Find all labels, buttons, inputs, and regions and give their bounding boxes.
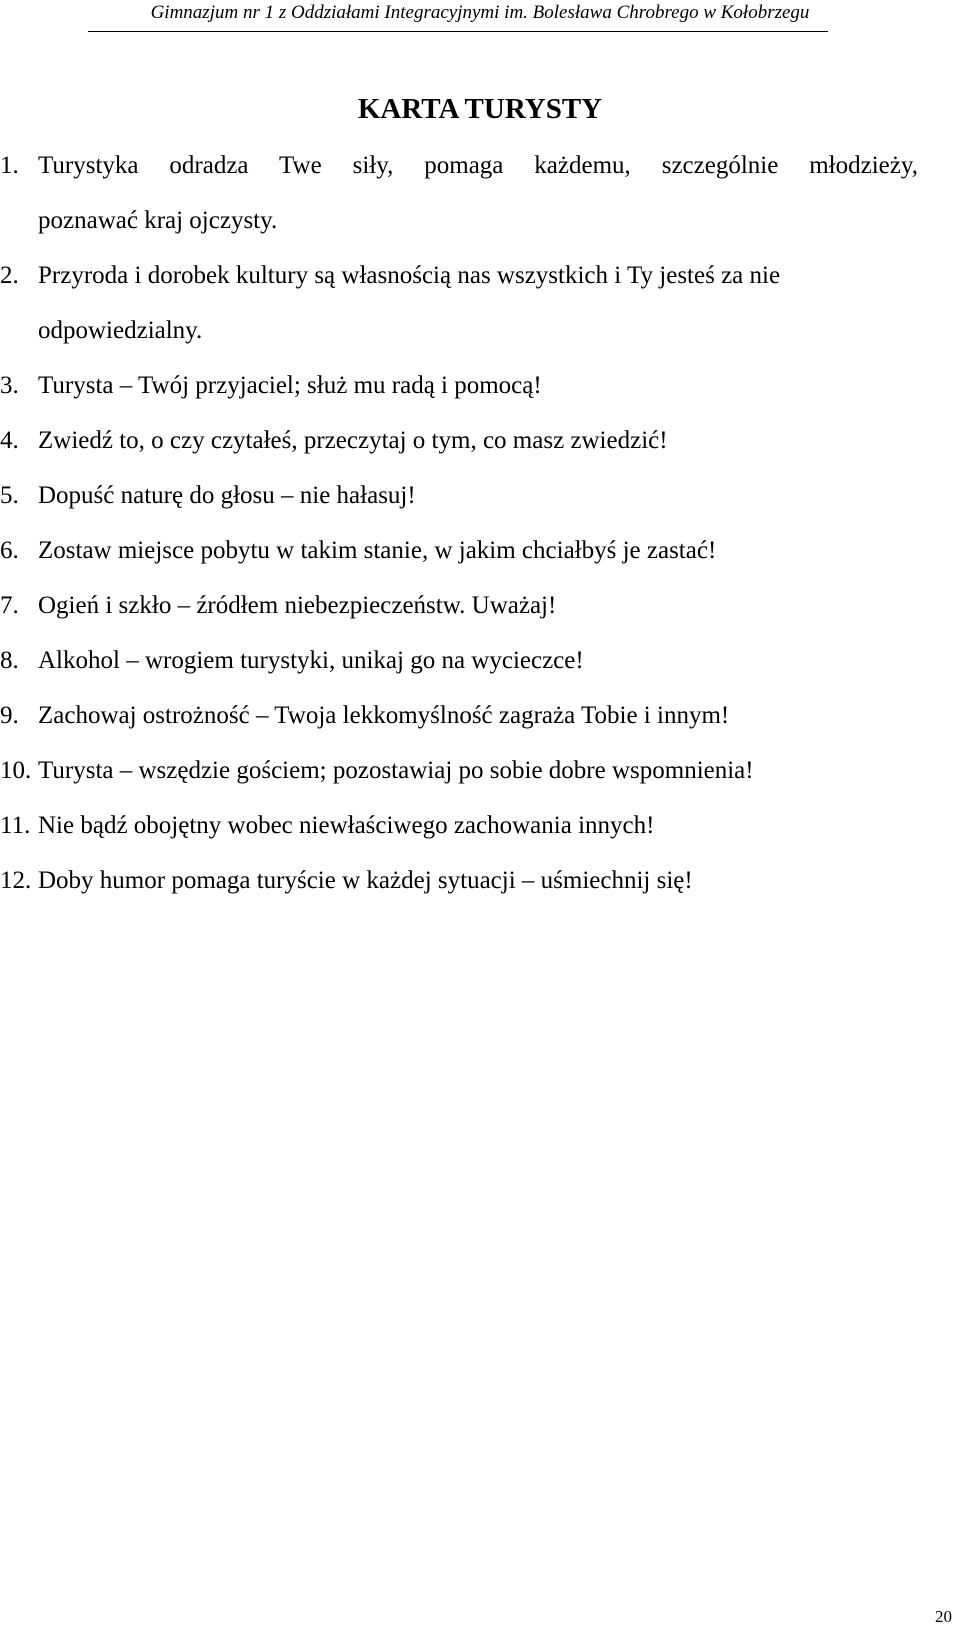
rule-text: Zostaw miejsce pobytu w takim stanie, w jakim chciałbyś je zastać!: [38, 537, 717, 564]
rule-number: 10.: [0, 757, 32, 784]
rule-text: Turysta – Twój przyjaciel; służ mu radą i pomocą!: [38, 372, 542, 399]
rule-item: [0, 798, 960, 853]
rule-item: [0, 523, 960, 578]
rule-text-continued: odpowiedzialny.: [38, 317, 203, 344]
rules-list: [0, 138, 960, 908]
document-title: KARTA TURYSTY: [357, 93, 603, 125]
rule-text: Turysta – wszędzie gościem; pozostawiaj po sobie dobre wspomnienia!: [38, 757, 754, 784]
rule-number: 5.: [0, 482, 19, 509]
rule-text: Zwiedź to, o czy czytałeś, przeczytaj o tym, co masz zwiedzić!: [38, 427, 668, 454]
rule-number: 3.: [0, 372, 19, 399]
school-name: Gimnazjum nr 1 z Oddziałami Integracyjnymi im. Bolesława Chrobrego w Kołobrzegu: [150, 2, 810, 23]
rule-item: [0, 468, 960, 523]
rule-text: Zachowaj ostrożność – Twoja lekkomyślność zagraża Tobie i innym!: [38, 702, 730, 729]
rule-item: [0, 413, 960, 468]
rule-text-continued: poznawać kraj ojczysty.: [38, 207, 278, 234]
rule-text: Doby humor pomaga turyście w każdej sytuacji – uśmiechnij się!: [38, 867, 693, 894]
rule-text: Dopuść naturę do głosu – nie hałasuj!: [38, 482, 416, 509]
rule-number: 6.: [0, 537, 19, 564]
rule-text: Ogień i szkło – źródłem niebezpieczeństw. Uważaj!: [38, 592, 557, 619]
header-divider: [88, 31, 828, 32]
rule-item: [0, 138, 960, 248]
rule-item: [0, 743, 960, 798]
rule-number: 2.: [0, 262, 19, 289]
rule-text: Alkohol – wrogiem turystyki, unikaj go na wycieczce!: [38, 647, 584, 674]
rule-number: 7.: [0, 592, 19, 619]
page-header: [0, 0, 960, 50]
rule-text: Przyroda i dorobek kultury są własnością nas wszystkich i Ty jesteś za nie: [38, 262, 781, 289]
rule-number: 12.: [0, 867, 32, 894]
page-number: 20: [935, 1607, 952, 1626]
rule-item: [0, 248, 960, 358]
rule-number: 8.: [0, 647, 19, 674]
rule-item: [0, 578, 960, 633]
rule-number: 9.: [0, 702, 19, 729]
rule-item: [0, 358, 960, 413]
rule-number: 4.: [0, 427, 19, 454]
rule-item: [0, 633, 960, 688]
rule-text: Nie bądź obojętny wobec niewłaściwego zachowania innych!: [38, 812, 655, 839]
rule-text: Turystyka odradza Twe siły, pomaga każdemu, szczególnie młodzieży,: [38, 152, 918, 179]
rule-item: [0, 688, 960, 743]
rule-number: 1.: [0, 152, 19, 179]
rule-item: [0, 853, 960, 908]
rule-number: 11.: [0, 812, 31, 839]
